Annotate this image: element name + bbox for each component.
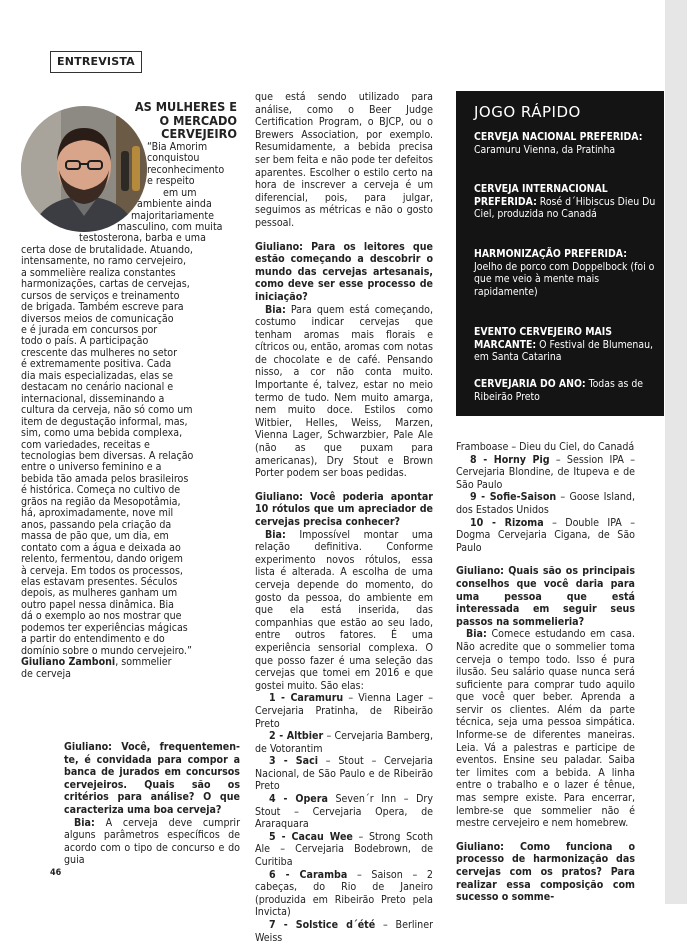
beer-list <box>456 454 635 555</box>
quote-line: podemos ter experiências mágicas <box>21 621 188 634</box>
beer-name: 7 - Solstice d´été <box>269 919 376 931</box>
quote-line: a partir do entendimento e do <box>21 633 165 646</box>
beer-details: – Session IPA – Cervejaria Blondine, de Itupeva e de São Paulo <box>456 453 635 491</box>
beer-list-item <box>255 755 433 793</box>
page-number: 46 <box>50 868 62 878</box>
quote-line: conquistou <box>147 152 200 165</box>
quote-line: cultura da cerveja, não só como um <box>21 404 193 417</box>
quote-line: domínio sobre o mundo cervejeiro.” <box>21 644 192 657</box>
quote-line: elas estavam presentes. Séculos <box>21 576 178 588</box>
question-1: Giuliano: Você, frequentemen-te, é convidada para compor a banca de jurados em concursos cervejeiros. Quais são os critérios para análise? O que caracteriza uma boa cerveja? <box>64 741 240 816</box>
quote-line: harmonizações, cartas de cervejas, <box>21 278 190 291</box>
quote-author-role-2: de cerveja <box>21 667 71 680</box>
answer-2 <box>255 304 433 480</box>
quote-line: tecnologias bem diversas. A relação <box>21 450 194 463</box>
quote-line: dá o exemplo ao nos mostrar que <box>21 610 182 623</box>
quick-fact <box>474 183 656 221</box>
answer-label: Bia: <box>265 303 286 316</box>
quick-fact-value: Rosé d´Hibiscus Dieu Du Ciel, produzida no Canadá <box>474 195 656 221</box>
quick-fact-key: EVENTO CERVEJEIRO MAIS MARCANTE: <box>474 326 612 351</box>
quote-line: há, aproximadamente, nove mil <box>21 507 174 520</box>
quote-line: com variedades, receitas e <box>21 438 150 451</box>
quote-title-line: O MERCADO <box>159 112 237 128</box>
answer-1 <box>64 817 240 867</box>
beer-list-item <box>255 919 433 944</box>
answer-text: A cerveja deve cumprir alguns parâmetros específicos de acordo com o tipo de concurso e do guia <box>64 816 240 867</box>
beer-details: – Double IPA – Dogma Cervejaria Cigana, de São Paulo <box>456 516 635 554</box>
beer-details: – Saison – 2 cabeças, do Rio de Janeiro (produzida em Ribeirão Preto pela Invicta) <box>255 868 433 919</box>
quote-line: é histórica. Começa no cultivo de <box>21 484 181 497</box>
quote-line: a sommelière realiza constantes <box>21 266 176 279</box>
beer-details: – Cervejaria Bamberg, de Votorantim <box>255 730 433 755</box>
quick-fact-key: CERVEJA INTERNACIONAL PREFERIDA: <box>474 183 608 208</box>
quote-line: grãos na região da Mesopotâmia, <box>21 495 181 508</box>
quote-line: reconhecimento <box>147 163 225 176</box>
beer-name: 10 - Rizoma <box>470 516 544 529</box>
beer-list-item <box>456 454 635 492</box>
quote-line: e respeito <box>147 175 195 188</box>
question-3: Giuliano: Você poderia apontar 10 rótulos que um apreciador de cervejas precisa conhecer? <box>255 490 433 528</box>
quote-line: todo o país. A participação <box>21 335 149 348</box>
quote-line: anos, passando pela criação da <box>21 518 172 531</box>
quote-line: e é jurada em concursos por <box>21 324 158 337</box>
quote-block <box>21 100 237 680</box>
beer-details: – Vienna Lager – Cervejaria Pratinha, de Ribeirão Preto <box>255 692 434 730</box>
paragraph: Framboase – Dieu du Ciel, do Canadá <box>456 441 635 453</box>
beer-list-item <box>456 491 635 516</box>
quote-line: testosterona, barba e uma <box>79 232 206 245</box>
quick-fact-value: Todas as de Ribeirão Preto <box>474 378 644 403</box>
quote-author-name: Giuliano Zamboni <box>21 656 116 669</box>
page-edge-bar <box>665 0 687 904</box>
quote-line: crescente das mulheres no setor <box>21 346 178 359</box>
quick-fact <box>474 248 656 298</box>
answer-label: Bia: <box>466 628 487 641</box>
beer-list-item <box>255 730 433 755</box>
quote-line: dia mais especializadas, elas se <box>21 369 174 382</box>
answer-label: Bia: <box>74 816 95 829</box>
quote-line: de brigada. Também escreve para <box>21 301 184 314</box>
beer-details: – Strong Scoth Ale – Cervejaria Bodebrown, de Curitiba <box>255 830 433 869</box>
beer-name: 9 - Sofie-Saison <box>470 491 557 504</box>
quick-fact-value: Caramuru Vienna, da Pratinha <box>474 143 616 156</box>
answer-label: Bia: <box>265 528 286 541</box>
quote-text <box>21 142 237 657</box>
quote-line: relento, fermentou, dando origem <box>21 553 183 566</box>
quote-line: depois, as mulheres ganham um <box>21 587 178 600</box>
quote-line: majoritariamente <box>131 209 214 222</box>
answer-3 <box>255 529 433 693</box>
answer-4 <box>456 628 635 830</box>
beer-details: – Berliner Weiss <box>255 919 433 944</box>
beer-list-item <box>255 793 433 831</box>
quote-author <box>21 657 237 668</box>
answer-text: Impossível montar uma relação definitiva. Conforme experimento novos rótulos, essa lista é alterada. A escolha de uma cerveja depende do momento, do gosto da pessoa, do ambiente em que ela está inserida, das companhias que estão ao seu lado, entre outros fatores. É uma experiência sensorial complexa. O que posso fazer é uma seleção das cervejas que tomei em 2016 e que gostei muito. São elas: <box>255 528 433 692</box>
column-2 <box>255 91 433 944</box>
beer-name: 2 - Altbier <box>269 730 324 743</box>
column-1-bottom <box>64 741 240 867</box>
quote-title-line: CERVEJEIRO <box>161 126 237 142</box>
beer-list-item <box>255 831 433 869</box>
beer-list-item <box>456 517 635 555</box>
beer-details: – Goose Island, dos Estados Unidos <box>456 491 635 516</box>
paragraph: que está sendo utilizado para análise, como o Beer Judge Certification Program, o BJCP, ou o Brewers Association, por exemplo. Resumidamente, a bebida precisa ser bem feita e não pode ter defeitos aparentes. Escolher o estilo certo na hora de inscrever a cerveja é um diferencial, pois, para julgar, seguimos as métricas e não o gosto pessoal. <box>255 91 433 229</box>
beer-name: 1 - Caramuru <box>269 692 344 705</box>
section-tag: ENTREVISTA <box>50 51 142 73</box>
quote-line: item de degustação informal, mas, <box>21 415 188 428</box>
beer-details: Seven´r Inn – Dry Stout – Cervejaria Opera, de Araraquara <box>255 793 433 831</box>
answer-text: Para quem está começando, costumo indicar cervejas que tenham aromas mais florais e cítricos ou, então, aromas com notas de chocolate e de café. Pensando nisso, a cor não conta muito. Importante é, talvez, estar no meio termo de tudo. Nem muito amarga, nem muito doce. Estilos como Witbier, Helles, Weiss, Marzen, Vienna Lager, Schwarzbier, Pale Ale (não as que puxam para americanas), Dry Stout e Brown Porter podem ser boas pedidas. <box>255 303 433 480</box>
quick-fact-value: O Festival de Blumenau, em Santa Catarina <box>474 338 653 364</box>
beer-name: 8 - Horny Pig <box>470 453 550 466</box>
quick-fact-key: HARMONIZAÇÃO PREFERIDA: <box>474 248 627 260</box>
beer-details: – Stout – Cervejaria Nacional, de São Paulo e de Ribeirão Preto <box>255 755 433 793</box>
quote-line: contato com a água e deixada ao <box>21 541 181 554</box>
quote-line: cursos de serviços e treinamento <box>21 289 180 302</box>
quote-line: destacam no cenário nacional e <box>21 381 174 394</box>
question-5: Giuliano: Como funciona o processo de harmonização das cervejas com os pratos? Para realizar essa composição com sucesso o somme- <box>456 840 635 904</box>
quote-line: ambiente ainda <box>137 198 212 211</box>
quote-line: sim, como uma bebida complexa, <box>21 427 183 440</box>
beer-name: 5 - Cacau Wee <box>269 830 353 843</box>
quick-game-box <box>456 91 664 416</box>
column-3 <box>456 441 635 904</box>
quote-line: internacional, disseminando a <box>21 392 165 405</box>
quick-game-title: JOGO RÁPIDO <box>474 103 581 121</box>
answer-text: Comece estudando em casa. Não acredite que o sommelier toma cerveja o tempo todo. Isso é pura ilusão. Seu salário quase nunca será suficiente para comprar tudo aquilo que você quer beber. Aprenda a servir os clientes. Além da parte técnica, seja uma pessoa simpática. Informe-se de diferentes maneiras. Leia. Vá a palestras e participe de eventos. Ensine seu paladar. Saiba ter limites com a bebida. A linha entre o trabalho e o lazer é tênue, mas sempre existe. Para encerrar, lembre-se que sommelier não é mestre cervejeiro e nem homebrew. <box>456 628 635 830</box>
beer-list-item <box>255 692 433 730</box>
quote-author-role: , sommelier <box>115 656 172 669</box>
quick-fact <box>474 326 656 364</box>
beer-name: 6 - Caramba <box>269 868 348 881</box>
beer-list <box>255 692 433 944</box>
beer-list-item <box>255 869 433 919</box>
quote-line: é extremamente positiva. Cada <box>21 358 172 371</box>
beer-name: 3 - Saci <box>269 755 318 768</box>
quote-line: à cerveja. Em todos os processos, <box>21 564 183 577</box>
quote-title <box>21 100 237 141</box>
beer-name: 4 - Opera <box>269 793 328 806</box>
quote-title-line: AS MULHERES E <box>134 99 237 114</box>
quote-line: em um <box>163 186 197 199</box>
quick-fact-key: CERVEJA NACIONAL PREFERIDA: <box>474 131 643 143</box>
quote-line: massa de pão que, um dia, em <box>21 530 169 543</box>
quick-fact-key: CERVEJARIA DO ANO: <box>474 378 586 390</box>
quick-fact <box>474 378 656 403</box>
quote-line: entre o universo feminino e a <box>21 461 162 474</box>
quick-fact-value: Joelho de porco com Doppelbock (foi o que me veio à mente mais rapidamente) <box>474 260 655 298</box>
quick-fact <box>474 131 656 156</box>
quote-line: outro papel nessa dinâmica. Bia <box>21 598 175 611</box>
quote-line: masculino, com muita <box>117 220 223 233</box>
question-4: Giuliano: Quais são os principais conselhos que você daria para uma pessoa que está interessada em seguir seus passos na sommelieria? <box>456 565 635 628</box>
quote-line: certa dose de brutalidade. Atuando, <box>21 243 193 256</box>
question-2: Giuliano: Para os leitores que estão começando a descobrir o mundo das cervejas artesanais, como deve ser esse processo de iniciação? <box>255 240 433 303</box>
quote-line: diversos meios de comunicação <box>21 312 174 325</box>
quote-line: “Bia Amorim <box>147 140 208 153</box>
quote-line: intensamente, no ramo cervejeiro, <box>21 255 187 268</box>
quote-line: bebida tão amada pelos brasileiros <box>21 472 189 485</box>
